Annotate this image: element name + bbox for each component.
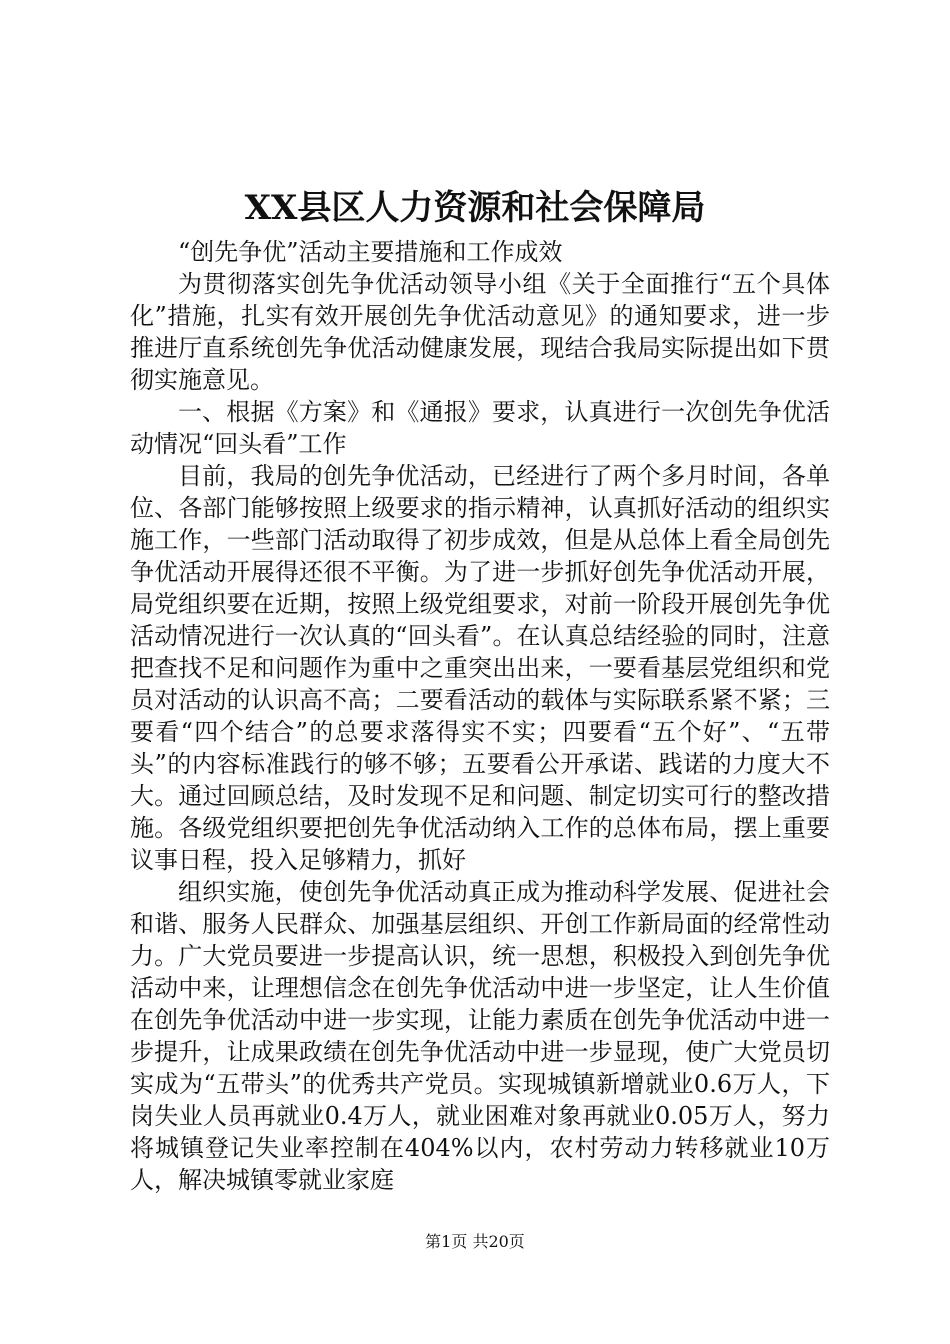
body-paragraph: 组织实施，使创先争优活动真正成为推动科学发展、促进社会和谐、服务人民群众、加强基层组织、开创工作新局面的经常性动力。广大党员要进一步提高认识，统一思想，积极投入到创先争优活动中来，让理想信念在创先争优活动中进一步坚定，让人生价值在创先争优活动中进一步实现，让能力素质在创先争优活动中进一步提升，让成果政绩在创先争优活动中进一步显现，使广大党员切实成为“五带头”的优秀共产党员。实现城镇新增就业0.6万人，下岗失业人员再就业0.4万人，就业困难对象再就业0.05万人，努力将城镇登记失业率控制在404%以内，农村劳动力转移就业10万人，解决城镇零就业家庭 — [130, 878, 830, 1194]
document-title: XX县区人力资源和社会保障局 — [244, 188, 706, 228]
body-paragraph: 目前，我局的创先争优活动，已经进行了两个多月时间，各单位、各部门能够按照上级要求的指示精神，认真抓好活动的组织实施工作，一些部门活动取得了初步成效，但是从总体上看全局创先争优活动开展得还很不平衡。为了进一步抓好创先争优活动开展，局党组织要在近期，按照上级党组要求，对前一阶段开展创先争优活动情况进行一次认真的“回头看”。在认真总结经验的同时，注意把查找不足和问题作为重中之重突出出来，一要看基层党组织和党员对活动的认识高不高；二要看活动的载体与实际联系紧不紧；三要看“四个结合”的总要求落得实不实；四要看“五个好”、“五带头”的内容标准践行的够不够；五要看公开承诺、践诺的力度大不大。通过回顾总结，及时发现不足和问题、制定切实可行的整改措施。各级党组织要把创先争优活动纳入工作的总体布局，摆上重要议事日程，投入足够精力，抓好 — [130, 462, 830, 874]
intro-paragraph: 为贯彻落实创先争优活动领导小组《关于全面推行“五个具体化”措施，扎实有效开展创先争优活动意见》的通知要求，进一步推进厅直系统创先争优活动健康发展，现结合我局实际提出如下贯彻实施意见。 — [130, 270, 830, 394]
section-one-heading: 一、根据《方案》和《通报》要求，认真进行一次创先争优活动情况“回头看”工作 — [130, 398, 830, 458]
section-heading-paragraph: “创先争优”活动主要措施和工作成效 — [178, 238, 563, 266]
page-number-footer: 第1页 共20页 — [425, 1232, 525, 1251]
document-body — [130, 236, 830, 1196]
